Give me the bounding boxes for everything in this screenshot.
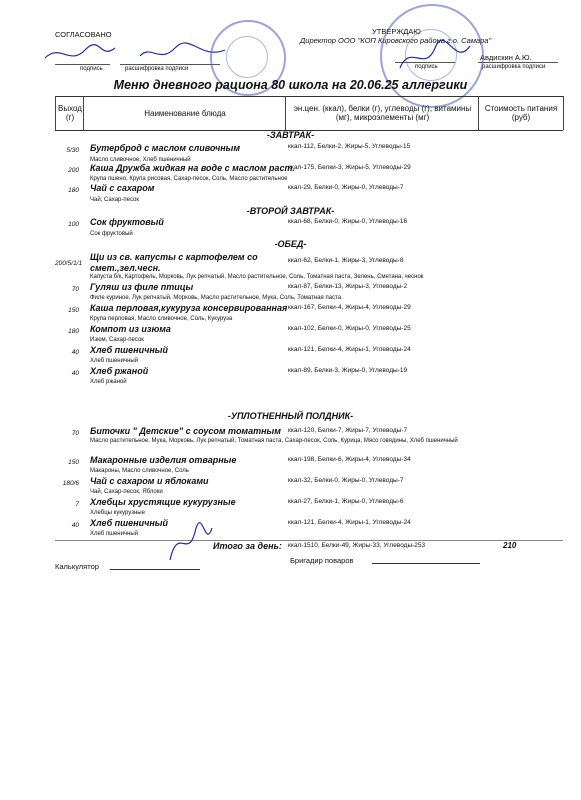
col-nutrition: эн.цен. (ккал), белки (г), углеводы (г), витамины (мг), микроэлементы (мг) xyxy=(285,96,479,130)
row-dish: Каша перловая,кукуруза консервированная xyxy=(90,303,288,313)
row-dish: Чай с сахаром xyxy=(90,183,155,193)
row-nutrition: ккал-27, Белки-1, Жиры-0, Углеводы-6 xyxy=(288,498,404,505)
row-output: 200/5/1/1 xyxy=(55,260,83,267)
row-nutrition: ккал-62, Белки-1, Жиры-3, Углеводы-8 xyxy=(288,257,404,264)
row-dish: Хлеб пшеничный xyxy=(90,518,168,528)
row-ingredients: Хлеб ржаной xyxy=(90,379,127,385)
row-nutrition: ккал-112, Белки-2, Жиры-5, Углеводы-15 xyxy=(288,143,411,150)
row-output: 150 xyxy=(68,307,79,314)
row-dish: Хлебцы хрустящие кукурузные xyxy=(90,497,236,507)
section-breakfast: -ЗАВТРАК- xyxy=(266,130,315,140)
row-nutrition: ккал-102, Белки-0, Жиры-0, Углеводы-25 xyxy=(288,325,411,332)
row-ingredients: Чай, Сахар-песок xyxy=(90,197,139,203)
totals-value: ккал-1510, Белки-49, Жиры-33, Углеводы-253 xyxy=(288,542,426,549)
agreed-label: СОГЛАСОВАНО xyxy=(55,30,112,39)
row-nutrition: ккал-32, Белки-0, Жиры-0, Углеводы-7 xyxy=(288,477,404,484)
page-title: Меню дневного рациона 80 школа на 20.06.25 аллергики xyxy=(113,78,468,92)
row-ingredients: Капуста б/к, Картофель, Морковь, Лук репчатый, Масло растительное, Соль, Томатная паста, Зелень, Сметана, чеснок xyxy=(90,274,424,280)
row-nutrition: ккал-87, Белки-13, Жиры-3, Углеводы-2 xyxy=(288,283,408,290)
decode-caption-left: расшифровка подписи xyxy=(125,66,189,72)
director-name: Авдискин А.Ю. xyxy=(480,53,532,62)
row-output: 180 xyxy=(68,328,79,335)
row-dish: Бутерброд с маслом сливочным xyxy=(90,143,240,153)
school-stamp-inner xyxy=(226,36,268,78)
col-name: Наименование блюда xyxy=(83,96,286,130)
totals-label: Итого за день: xyxy=(213,541,282,551)
row-ingredients: Макароны, Масло сливочное, Соль xyxy=(90,468,189,474)
row-ingredients: Филе куриное, Лук репчатый, Морковь, Масло растительное, Мука, Соль, Томатная паста xyxy=(90,295,342,301)
row-dish: Сок фруктовый xyxy=(90,217,164,227)
calculator-signature xyxy=(160,520,220,565)
row-ingredients: Изюм, Сахар-песок xyxy=(90,337,144,343)
row-dish: Гуляш из филе птицы xyxy=(90,282,194,292)
row-output: 180 xyxy=(68,187,79,194)
row-dish: Биточки " Детские" с соусом томатным xyxy=(90,426,281,436)
calculator-label: Калькулятор xyxy=(55,562,99,571)
row-ingredients: Хлеб пшеничный xyxy=(90,531,139,537)
row-ingredients: Масло сливочное, Хлеб пшеничный xyxy=(90,157,191,163)
row-ingredients: Крупа перловая, Масло сливочное, Соль, Кукуруза xyxy=(90,316,233,322)
row-ingredients: Масло растительное, Мука, Морковь, Лук репчатый, Томатная паста, Сахар-песок, Соль, Курица, Мясо говядины, Хлеб пшеничный xyxy=(90,438,458,444)
section-lunch: -ОБЕД- xyxy=(274,239,307,249)
sign-caption-right: подпись xyxy=(415,64,438,70)
section-second-breakfast: -ВТОРОЙ ЗАВТРАК- xyxy=(246,206,335,216)
approved-label: УТВЕРЖДАЮ xyxy=(372,27,421,36)
row-nutrition: ккал-175, Белки-3, Жиры-5, Углеводы-29 xyxy=(288,164,411,171)
row-output: 180/6 xyxy=(62,480,79,487)
row-output: 40 xyxy=(71,522,79,529)
row-ingredients: Хлебцы кукурузные xyxy=(90,510,145,516)
sign-caption-left: подпись xyxy=(80,66,103,72)
row-output: 70 xyxy=(71,430,79,437)
row-nutrition: ккал-89, Белки-3, Жиры-0, Углеводы-19 xyxy=(288,367,408,374)
row-output: 40 xyxy=(71,349,79,356)
row-dish: Каша Дружба жидкая на воде с маслом раст. xyxy=(90,163,295,173)
cook-label: Бригадир поваров xyxy=(290,556,354,565)
director-signature xyxy=(395,38,475,78)
row-output: 7 xyxy=(75,501,79,508)
row-ingredients: Крупа пшено, Крупа рисовая, Сахар-песок, Соль, Масло растительное xyxy=(90,176,288,182)
row-dish: Хлеб пшеничный xyxy=(90,345,168,355)
row-dish: Макаронные изделия отварные xyxy=(90,455,237,465)
totals-cost: 210 xyxy=(503,541,517,550)
director-text: Директор ООО "КОП Кировского района г.о. Самара" xyxy=(300,36,492,45)
row-nutrition: ккал-167, Белки-4, Жиры-4, Углеводы-29 xyxy=(288,304,411,311)
row-ingredients: Хлеб пшеничный xyxy=(90,358,139,364)
col-output: Выход (г) xyxy=(55,96,84,130)
row-output: 150 xyxy=(68,459,79,466)
row-nutrition: ккал-198, Белки-6, Жиры-4, Углеводы-34 xyxy=(288,456,411,463)
col-cost: Стоимость питания (руб) xyxy=(478,96,564,130)
row-output: 40 xyxy=(71,370,79,377)
row-ingredients: Чай, Сахар-песок, Яблоки xyxy=(90,489,163,495)
row-dish: Чай с сахаром и яблоками xyxy=(90,476,209,486)
row-nutrition: ккал-29, Белки-0, Жиры-0, Углеводы-7 xyxy=(288,184,404,191)
row-dish: Хлеб ржаной xyxy=(90,366,149,376)
row-output: 5/30 xyxy=(66,147,79,154)
row-dish: Компот из изюма xyxy=(90,324,171,334)
section-snack: -УПЛОТНЕННЫЙ ПОЛДНИК- xyxy=(227,411,354,421)
row-output: 100 xyxy=(68,221,79,228)
decode-caption-right: расшифровка подписи xyxy=(482,64,546,70)
row-output: 200 xyxy=(68,167,79,174)
row-nutrition: ккал-68, Белки-0, Жиры-0, Углеводы-16 xyxy=(288,218,408,225)
row-nutrition: ккал-121, Белки-4, Жиры-1, Углеводы-24 xyxy=(288,346,411,353)
row-output: 70 xyxy=(71,286,79,293)
row-nutrition: ккал-121, Белки-4, Жиры-1, Углеводы-24 xyxy=(288,519,411,526)
row-nutrition: ккал-120, Белки-7, Жиры-7, Углеводы-7 xyxy=(288,427,408,434)
row-dish: Щи из св. капусты с картофелем со смет.,зел.чесн. xyxy=(90,252,258,273)
row-ingredients: Сок фруктовый xyxy=(90,231,133,237)
